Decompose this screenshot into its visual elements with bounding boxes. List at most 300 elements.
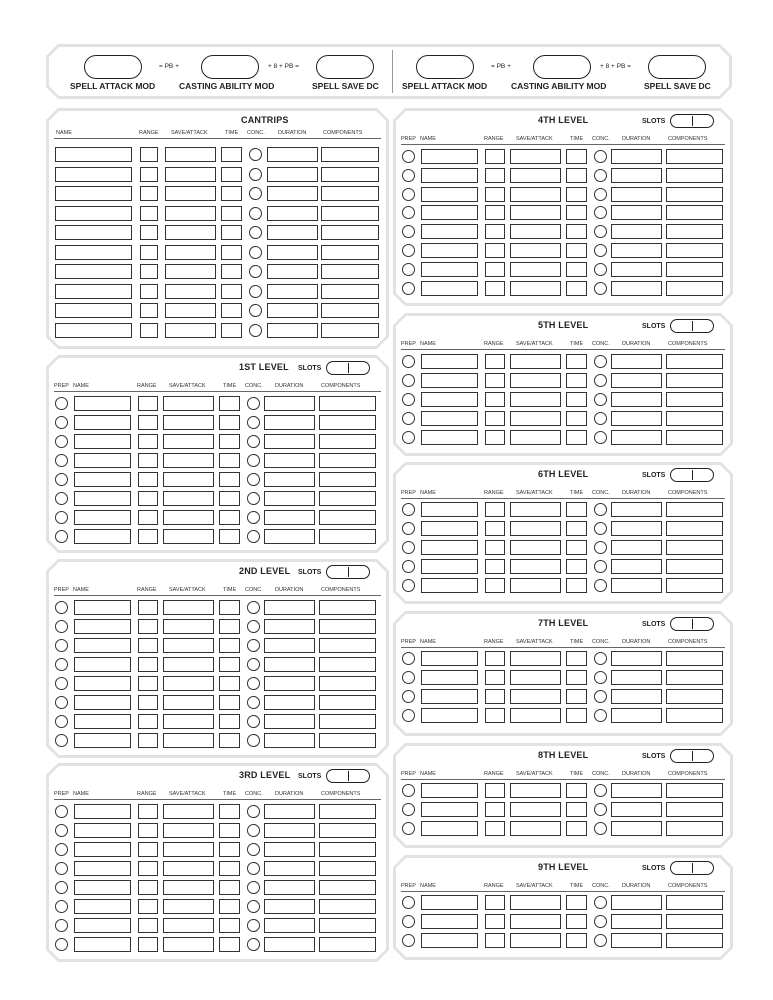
- level-3-prep-checkbox[interactable]: [55, 824, 68, 837]
- level-2-concentration-checkbox[interactable]: [247, 620, 260, 633]
- level-3-concentration-checkbox[interactable]: [247, 938, 260, 951]
- level-1-save-attack-field[interactable]: [163, 453, 214, 468]
- level-2-range-field[interactable]: [138, 733, 158, 748]
- cantrips-concentration-checkbox[interactable]: [249, 246, 262, 259]
- level-2-save-attack-field[interactable]: [163, 714, 214, 729]
- level-1-range-field[interactable]: [138, 453, 158, 468]
- level-2-prep-checkbox[interactable]: [55, 601, 68, 614]
- level-2-time-field[interactable]: [219, 657, 240, 672]
- level-4-save-attack-field[interactable]: [510, 187, 561, 202]
- spell-save-dc-field-2[interactable]: [648, 55, 706, 79]
- level-3-concentration-checkbox[interactable]: [247, 919, 260, 932]
- level-4-duration-field[interactable]: [611, 187, 662, 202]
- level-3-range-field[interactable]: [138, 918, 158, 933]
- level-4-concentration-checkbox[interactable]: [594, 244, 607, 257]
- level-1-components-field[interactable]: [319, 453, 376, 468]
- cantrips-concentration-checkbox[interactable]: [249, 148, 262, 161]
- level-1-name-field[interactable]: [74, 491, 131, 506]
- cantrips-time-field[interactable]: [221, 167, 242, 182]
- level-6-duration-field[interactable]: [611, 540, 662, 555]
- level-7-time-field[interactable]: [566, 689, 587, 704]
- level-4-range-field[interactable]: [485, 205, 505, 220]
- level-8-prep-checkbox[interactable]: [402, 803, 415, 816]
- level-3-duration-field[interactable]: [264, 861, 315, 876]
- level-3-prep-checkbox[interactable]: [55, 862, 68, 875]
- level-6-prep-checkbox[interactable]: [402, 560, 415, 573]
- level-5-duration-field[interactable]: [611, 411, 662, 426]
- level-9-range-field[interactable]: [485, 933, 505, 948]
- level-1-time-field[interactable]: [219, 415, 240, 430]
- cantrips-concentration-checkbox[interactable]: [249, 324, 262, 337]
- level-2-components-field[interactable]: [319, 600, 376, 615]
- level-4-range-field[interactable]: [485, 224, 505, 239]
- level-3-concentration-checkbox[interactable]: [247, 862, 260, 875]
- cantrips-save-attack-field[interactable]: [165, 167, 216, 182]
- level-1-components-field[interactable]: [319, 434, 376, 449]
- level-3-components-field[interactable]: [319, 937, 376, 952]
- cantrips-name-field[interactable]: [55, 225, 132, 240]
- level-4-concentration-checkbox[interactable]: [594, 263, 607, 276]
- level-4-prep-checkbox[interactable]: [402, 244, 415, 257]
- level-4-time-field[interactable]: [566, 224, 587, 239]
- level-8-components-field[interactable]: [666, 802, 723, 817]
- level-6-save-attack-field[interactable]: [510, 502, 561, 517]
- level-7-concentration-checkbox[interactable]: [594, 671, 607, 684]
- level-5-slots-field[interactable]: [670, 319, 714, 333]
- level-7-save-attack-field[interactable]: [510, 689, 561, 704]
- level-4-prep-checkbox[interactable]: [402, 282, 415, 295]
- cantrips-name-field[interactable]: [55, 206, 132, 221]
- cantrips-time-field[interactable]: [221, 245, 242, 260]
- level-2-name-field[interactable]: [74, 619, 131, 634]
- cantrips-save-attack-field[interactable]: [165, 186, 216, 201]
- level-5-save-attack-field[interactable]: [510, 392, 561, 407]
- level-3-time-field[interactable]: [219, 880, 240, 895]
- level-1-duration-field[interactable]: [264, 396, 315, 411]
- cantrips-save-attack-field[interactable]: [165, 284, 216, 299]
- level-1-duration-field[interactable]: [264, 472, 315, 487]
- level-6-prep-checkbox[interactable]: [402, 503, 415, 516]
- level-1-name-field[interactable]: [74, 472, 131, 487]
- level-2-concentration-checkbox[interactable]: [247, 601, 260, 614]
- cantrips-duration-field[interactable]: [267, 147, 318, 162]
- level-1-components-field[interactable]: [319, 529, 376, 544]
- level-2-time-field[interactable]: [219, 714, 240, 729]
- level-8-range-field[interactable]: [485, 802, 505, 817]
- level-5-concentration-checkbox[interactable]: [594, 431, 607, 444]
- level-2-range-field[interactable]: [138, 695, 158, 710]
- level-6-save-attack-field[interactable]: [510, 540, 561, 555]
- level-6-prep-checkbox[interactable]: [402, 541, 415, 554]
- level-2-concentration-checkbox[interactable]: [247, 696, 260, 709]
- level-7-range-field[interactable]: [485, 708, 505, 723]
- level-4-name-field[interactable]: [421, 243, 478, 258]
- cantrips-components-field[interactable]: [321, 284, 379, 299]
- level-2-save-attack-field[interactable]: [163, 600, 214, 615]
- level-2-save-attack-field[interactable]: [163, 733, 214, 748]
- level-1-time-field[interactable]: [219, 453, 240, 468]
- level-4-prep-checkbox[interactable]: [402, 150, 415, 163]
- casting-ability-mod-field-1[interactable]: [201, 55, 259, 79]
- level-3-range-field[interactable]: [138, 823, 158, 838]
- level-3-components-field[interactable]: [319, 842, 376, 857]
- level-6-save-attack-field[interactable]: [510, 578, 561, 593]
- level-9-name-field[interactable]: [421, 914, 478, 929]
- level-6-time-field[interactable]: [566, 502, 587, 517]
- level-2-components-field[interactable]: [319, 657, 376, 672]
- level-2-name-field[interactable]: [74, 733, 131, 748]
- level-3-components-field[interactable]: [319, 804, 376, 819]
- level-8-components-field[interactable]: [666, 821, 723, 836]
- level-8-save-attack-field[interactable]: [510, 802, 561, 817]
- level-3-name-field[interactable]: [74, 918, 131, 933]
- level-2-prep-checkbox[interactable]: [55, 658, 68, 671]
- level-9-name-field[interactable]: [421, 933, 478, 948]
- level-3-duration-field[interactable]: [264, 842, 315, 857]
- level-9-concentration-checkbox[interactable]: [594, 915, 607, 928]
- level-3-prep-checkbox[interactable]: [55, 900, 68, 913]
- level-1-name-field[interactable]: [74, 396, 131, 411]
- level-5-components-field[interactable]: [666, 354, 723, 369]
- level-3-duration-field[interactable]: [264, 899, 315, 914]
- level-4-components-field[interactable]: [666, 262, 723, 277]
- level-5-prep-checkbox[interactable]: [402, 374, 415, 387]
- level-3-name-field[interactable]: [74, 861, 131, 876]
- level-4-time-field[interactable]: [566, 168, 587, 183]
- level-2-duration-field[interactable]: [264, 695, 315, 710]
- level-7-time-field[interactable]: [566, 708, 587, 723]
- level-1-save-attack-field[interactable]: [163, 491, 214, 506]
- level-1-time-field[interactable]: [219, 434, 240, 449]
- level-7-time-field[interactable]: [566, 651, 587, 666]
- level-3-slots-field[interactable]: [326, 769, 370, 783]
- level-6-components-field[interactable]: [666, 559, 723, 574]
- level-2-name-field[interactable]: [74, 638, 131, 653]
- level-9-prep-checkbox[interactable]: [402, 896, 415, 909]
- level-2-time-field[interactable]: [219, 600, 240, 615]
- level-7-components-field[interactable]: [666, 651, 723, 666]
- level-8-time-field[interactable]: [566, 783, 587, 798]
- cantrips-time-field[interactable]: [221, 186, 242, 201]
- level-6-save-attack-field[interactable]: [510, 521, 561, 536]
- level-1-components-field[interactable]: [319, 396, 376, 411]
- cantrips-time-field[interactable]: [221, 206, 242, 221]
- level-4-name-field[interactable]: [421, 281, 478, 296]
- level-1-components-field[interactable]: [319, 491, 376, 506]
- level-3-name-field[interactable]: [74, 880, 131, 895]
- level-7-name-field[interactable]: [421, 651, 478, 666]
- level-2-prep-checkbox[interactable]: [55, 715, 68, 728]
- cantrips-duration-field[interactable]: [267, 284, 318, 299]
- level-5-time-field[interactable]: [566, 354, 587, 369]
- level-1-components-field[interactable]: [319, 415, 376, 430]
- level-3-name-field[interactable]: [74, 804, 131, 819]
- level-9-time-field[interactable]: [566, 895, 587, 910]
- cantrips-concentration-checkbox[interactable]: [249, 304, 262, 317]
- level-3-concentration-checkbox[interactable]: [247, 824, 260, 837]
- level-2-concentration-checkbox[interactable]: [247, 658, 260, 671]
- level-6-range-field[interactable]: [485, 559, 505, 574]
- level-2-range-field[interactable]: [138, 600, 158, 615]
- level-7-name-field[interactable]: [421, 670, 478, 685]
- cantrips-save-attack-field[interactable]: [165, 225, 216, 240]
- level-9-save-attack-field[interactable]: [510, 895, 561, 910]
- level-2-time-field[interactable]: [219, 676, 240, 691]
- level-3-duration-field[interactable]: [264, 823, 315, 838]
- level-2-concentration-checkbox[interactable]: [247, 734, 260, 747]
- level-8-prep-checkbox[interactable]: [402, 784, 415, 797]
- cantrips-components-field[interactable]: [321, 245, 379, 260]
- level-6-concentration-checkbox[interactable]: [594, 541, 607, 554]
- level-9-concentration-checkbox[interactable]: [594, 934, 607, 947]
- level-2-save-attack-field[interactable]: [163, 695, 214, 710]
- cantrips-save-attack-field[interactable]: [165, 264, 216, 279]
- level-9-save-attack-field[interactable]: [510, 914, 561, 929]
- level-4-duration-field[interactable]: [611, 243, 662, 258]
- level-9-name-field[interactable]: [421, 895, 478, 910]
- cantrips-components-field[interactable]: [321, 323, 379, 338]
- level-5-duration-field[interactable]: [611, 430, 662, 445]
- level-6-concentration-checkbox[interactable]: [594, 560, 607, 573]
- cantrips-save-attack-field[interactable]: [165, 147, 216, 162]
- level-1-concentration-checkbox[interactable]: [247, 435, 260, 448]
- level-2-components-field[interactable]: [319, 619, 376, 634]
- level-2-time-field[interactable]: [219, 733, 240, 748]
- level-7-components-field[interactable]: [666, 670, 723, 685]
- level-7-prep-checkbox[interactable]: [402, 671, 415, 684]
- level-3-components-field[interactable]: [319, 823, 376, 838]
- level-2-duration-field[interactable]: [264, 733, 315, 748]
- level-9-time-field[interactable]: [566, 933, 587, 948]
- level-2-name-field[interactable]: [74, 714, 131, 729]
- level-4-name-field[interactable]: [421, 224, 478, 239]
- level-1-name-field[interactable]: [74, 434, 131, 449]
- level-2-range-field[interactable]: [138, 676, 158, 691]
- level-5-range-field[interactable]: [485, 411, 505, 426]
- cantrips-components-field[interactable]: [321, 225, 379, 240]
- cantrips-concentration-checkbox[interactable]: [249, 285, 262, 298]
- level-2-range-field[interactable]: [138, 619, 158, 634]
- level-3-components-field[interactable]: [319, 899, 376, 914]
- level-7-range-field[interactable]: [485, 689, 505, 704]
- level-2-duration-field[interactable]: [264, 657, 315, 672]
- level-6-concentration-checkbox[interactable]: [594, 503, 607, 516]
- cantrips-name-field[interactable]: [55, 323, 132, 338]
- level-1-save-attack-field[interactable]: [163, 529, 214, 544]
- level-3-duration-field[interactable]: [264, 937, 315, 952]
- level-4-range-field[interactable]: [485, 187, 505, 202]
- level-7-duration-field[interactable]: [611, 708, 662, 723]
- level-2-duration-field[interactable]: [264, 619, 315, 634]
- level-6-duration-field[interactable]: [611, 578, 662, 593]
- level-4-time-field[interactable]: [566, 149, 587, 164]
- cantrips-save-attack-field[interactable]: [165, 206, 216, 221]
- level-2-save-attack-field[interactable]: [163, 619, 214, 634]
- cantrips-concentration-checkbox[interactable]: [249, 265, 262, 278]
- level-1-range-field[interactable]: [138, 510, 158, 525]
- cantrips-save-attack-field[interactable]: [165, 323, 216, 338]
- cantrips-name-field[interactable]: [55, 186, 132, 201]
- level-3-prep-checkbox[interactable]: [55, 938, 68, 951]
- level-4-prep-checkbox[interactable]: [402, 263, 415, 276]
- level-7-components-field[interactable]: [666, 689, 723, 704]
- level-3-save-attack-field[interactable]: [163, 823, 214, 838]
- cantrips-duration-field[interactable]: [267, 323, 318, 338]
- level-3-concentration-checkbox[interactable]: [247, 881, 260, 894]
- level-3-name-field[interactable]: [74, 842, 131, 857]
- level-1-concentration-checkbox[interactable]: [247, 473, 260, 486]
- level-7-duration-field[interactable]: [611, 651, 662, 666]
- casting-ability-mod-field-2[interactable]: [533, 55, 591, 79]
- spell-attack-mod-field-1[interactable]: [84, 55, 142, 79]
- level-1-duration-field[interactable]: [264, 434, 315, 449]
- cantrips-name-field[interactable]: [55, 303, 132, 318]
- cantrips-save-attack-field[interactable]: [165, 245, 216, 260]
- level-5-time-field[interactable]: [566, 392, 587, 407]
- cantrips-range-field[interactable]: [140, 225, 158, 240]
- level-2-concentration-checkbox[interactable]: [247, 715, 260, 728]
- level-5-save-attack-field[interactable]: [510, 430, 561, 445]
- level-5-save-attack-field[interactable]: [510, 373, 561, 388]
- cantrips-time-field[interactable]: [221, 284, 242, 299]
- level-5-name-field[interactable]: [421, 373, 478, 388]
- level-2-time-field[interactable]: [219, 619, 240, 634]
- level-4-time-field[interactable]: [566, 243, 587, 258]
- level-2-name-field[interactable]: [74, 600, 131, 615]
- level-3-concentration-checkbox[interactable]: [247, 805, 260, 818]
- level-7-save-attack-field[interactable]: [510, 708, 561, 723]
- level-1-concentration-checkbox[interactable]: [247, 397, 260, 410]
- level-1-concentration-checkbox[interactable]: [247, 454, 260, 467]
- level-4-name-field[interactable]: [421, 262, 478, 277]
- level-3-time-field[interactable]: [219, 899, 240, 914]
- level-1-save-attack-field[interactable]: [163, 472, 214, 487]
- level-8-concentration-checkbox[interactable]: [594, 784, 607, 797]
- cantrips-duration-field[interactable]: [267, 264, 318, 279]
- level-3-range-field[interactable]: [138, 899, 158, 914]
- level-1-concentration-checkbox[interactable]: [247, 416, 260, 429]
- level-2-name-field[interactable]: [74, 676, 131, 691]
- level-3-prep-checkbox[interactable]: [55, 843, 68, 856]
- level-4-duration-field[interactable]: [611, 262, 662, 277]
- cantrips-components-field[interactable]: [321, 206, 379, 221]
- level-3-time-field[interactable]: [219, 861, 240, 876]
- cantrips-range-field[interactable]: [140, 186, 158, 201]
- level-1-save-attack-field[interactable]: [163, 396, 214, 411]
- level-4-name-field[interactable]: [421, 205, 478, 220]
- level-8-duration-field[interactable]: [611, 783, 662, 798]
- level-6-duration-field[interactable]: [611, 521, 662, 536]
- cantrips-time-field[interactable]: [221, 147, 242, 162]
- cantrips-name-field[interactable]: [55, 167, 132, 182]
- level-6-components-field[interactable]: [666, 540, 723, 555]
- level-3-components-field[interactable]: [319, 861, 376, 876]
- level-4-duration-field[interactable]: [611, 224, 662, 239]
- level-4-range-field[interactable]: [485, 281, 505, 296]
- level-2-save-attack-field[interactable]: [163, 676, 214, 691]
- level-8-name-field[interactable]: [421, 783, 478, 798]
- level-4-range-field[interactable]: [485, 262, 505, 277]
- level-5-name-field[interactable]: [421, 430, 478, 445]
- level-2-duration-field[interactable]: [264, 676, 315, 691]
- cantrips-components-field[interactable]: [321, 303, 379, 318]
- level-6-concentration-checkbox[interactable]: [594, 579, 607, 592]
- level-7-name-field[interactable]: [421, 708, 478, 723]
- level-5-components-field[interactable]: [666, 373, 723, 388]
- level-9-concentration-checkbox[interactable]: [594, 896, 607, 909]
- level-2-prep-checkbox[interactable]: [55, 734, 68, 747]
- level-8-range-field[interactable]: [485, 821, 505, 836]
- level-2-prep-checkbox[interactable]: [55, 696, 68, 709]
- level-4-time-field[interactable]: [566, 262, 587, 277]
- cantrips-time-field[interactable]: [221, 303, 242, 318]
- level-4-save-attack-field[interactable]: [510, 243, 561, 258]
- level-4-save-attack-field[interactable]: [510, 149, 561, 164]
- level-3-concentration-checkbox[interactable]: [247, 843, 260, 856]
- level-5-range-field[interactable]: [485, 354, 505, 369]
- level-1-range-field[interactable]: [138, 529, 158, 544]
- level-7-concentration-checkbox[interactable]: [594, 652, 607, 665]
- level-6-slots-field[interactable]: [670, 468, 714, 482]
- level-3-range-field[interactable]: [138, 880, 158, 895]
- level-5-name-field[interactable]: [421, 411, 478, 426]
- level-3-prep-checkbox[interactable]: [55, 881, 68, 894]
- level-6-time-field[interactable]: [566, 578, 587, 593]
- level-1-time-field[interactable]: [219, 472, 240, 487]
- cantrips-concentration-checkbox[interactable]: [249, 207, 262, 220]
- cantrips-name-field[interactable]: [55, 245, 132, 260]
- cantrips-duration-field[interactable]: [267, 303, 318, 318]
- level-2-duration-field[interactable]: [264, 714, 315, 729]
- level-7-prep-checkbox[interactable]: [402, 709, 415, 722]
- level-6-concentration-checkbox[interactable]: [594, 522, 607, 535]
- level-6-name-field[interactable]: [421, 540, 478, 555]
- level-8-name-field[interactable]: [421, 821, 478, 836]
- level-2-time-field[interactable]: [219, 638, 240, 653]
- level-6-prep-checkbox[interactable]: [402, 522, 415, 535]
- level-1-range-field[interactable]: [138, 415, 158, 430]
- level-1-name-field[interactable]: [74, 529, 131, 544]
- level-1-range-field[interactable]: [138, 396, 158, 411]
- level-4-save-attack-field[interactable]: [510, 168, 561, 183]
- level-3-save-attack-field[interactable]: [163, 804, 214, 819]
- cantrips-duration-field[interactable]: [267, 167, 318, 182]
- cantrips-range-field[interactable]: [140, 284, 158, 299]
- level-6-name-field[interactable]: [421, 559, 478, 574]
- level-7-prep-checkbox[interactable]: [402, 690, 415, 703]
- level-9-components-field[interactable]: [666, 914, 723, 929]
- level-5-prep-checkbox[interactable]: [402, 431, 415, 444]
- level-8-concentration-checkbox[interactable]: [594, 803, 607, 816]
- level-7-range-field[interactable]: [485, 670, 505, 685]
- level-5-duration-field[interactable]: [611, 354, 662, 369]
- level-4-prep-checkbox[interactable]: [402, 169, 415, 182]
- level-5-concentration-checkbox[interactable]: [594, 412, 607, 425]
- level-2-name-field[interactable]: [74, 657, 131, 672]
- level-4-time-field[interactable]: [566, 281, 587, 296]
- level-9-prep-checkbox[interactable]: [402, 915, 415, 928]
- level-3-range-field[interactable]: [138, 861, 158, 876]
- level-4-name-field[interactable]: [421, 149, 478, 164]
- cantrips-save-attack-field[interactable]: [165, 303, 216, 318]
- level-1-duration-field[interactable]: [264, 415, 315, 430]
- level-6-name-field[interactable]: [421, 502, 478, 517]
- level-5-time-field[interactable]: [566, 430, 587, 445]
- level-9-slots-field[interactable]: [670, 861, 714, 875]
- level-5-range-field[interactable]: [485, 392, 505, 407]
- level-1-duration-field[interactable]: [264, 453, 315, 468]
- level-8-name-field[interactable]: [421, 802, 478, 817]
